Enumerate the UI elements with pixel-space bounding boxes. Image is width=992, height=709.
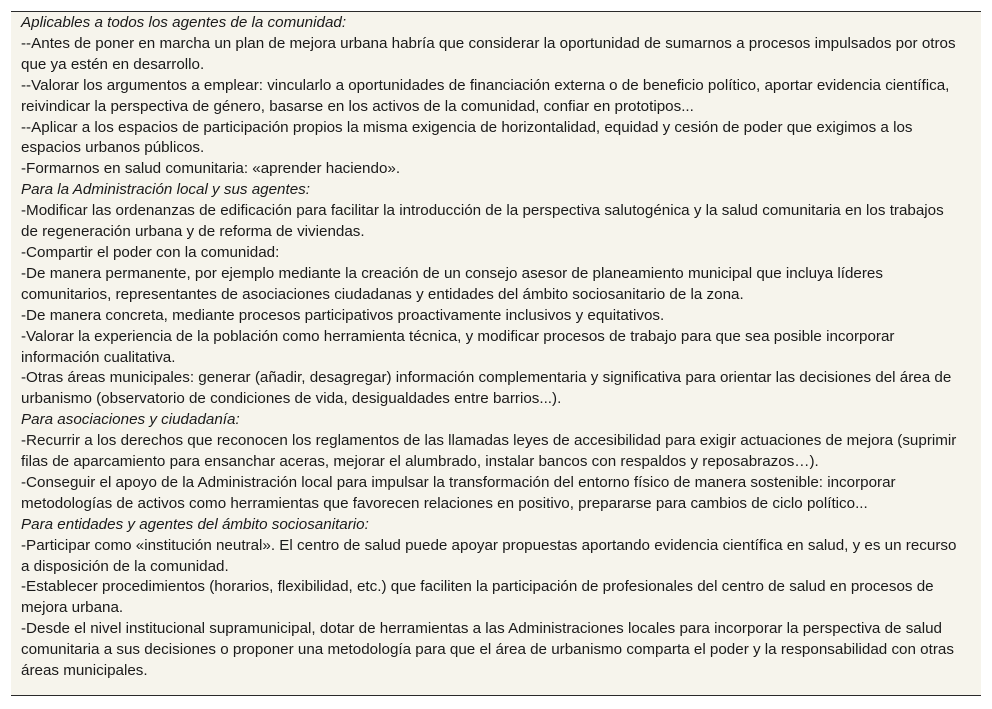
- table-cell: [11, 12, 961, 682]
- list-item: -Recurrir a los derechos que reconocen los reglamentos de las llamadas leyes de accesibilidad para exigir actuaciones de mejora (suprimir filas de aparcamiento para ensanchar aceras, mejorar el alumbrado, instalar bancos con respaldos y reposabrazos…).: [21, 432, 957, 471]
- list-item: -Compartir el poder con la comunidad:: [21, 243, 280, 261]
- list-item: --Valorar los argumentos a emplear: vincularlo a oportunidades de financiación externa o de beneficio político, aportar evidencia científica, reivindicar la perspectiva de género, basarse en los activos de la comunidad, confiar en prototipos...: [21, 76, 950, 115]
- list-item: -Conseguir el apoyo de la Administración local para impulsar la transformación del entorno físico de manera sostenible: incorporar metodologías de activos como herramientas que favorecen relaciones en positivo, prepararse para cambios de ciclo político...: [21, 473, 896, 512]
- list-item: -Formarnos en salud comunitaria: «aprender haciendo».: [21, 160, 401, 178]
- list-item: -De manera permanente, por ejemplo mediante la creación de un consejo asesor de planeamiento municipal que incluya líderes comunitarios, representantes de asociaciones ciudadanas y entidades del ámbito sociosanitario de la zona.: [21, 264, 883, 303]
- list-item: -Establecer procedimientos (horarios, flexibilidad, etc.) que faciliten la participación de profesionales del centro de salud en procesos de mejora urbana.: [21, 578, 934, 617]
- recommendations-table: [11, 11, 981, 696]
- list-item: -Modificar las ordenanzas de edificación para facilitar la introducción de la perspectiva salutogénica y la salud comunitaria en los trabajos de regeneración urbana y de reforma de viviendas.: [21, 202, 944, 241]
- list-item: -Otras áreas municipales: generar (añadir, desagregar) información complementaria y significativa para orientar las decisiones del área de urbanismo (observatorio de condiciones de vida, desigualdades entre barrios...).: [21, 369, 952, 408]
- section-heading-associations: Para asociaciones y ciudadanía:: [21, 411, 240, 429]
- section-heading-local-administration: Para la Administración local y sus agentes:: [21, 181, 310, 199]
- list-item: -De manera concreta, mediante procesos participativos proactivamente inclusivos y equitativos.: [21, 306, 665, 324]
- list-item: --Antes de poner en marcha un plan de mejora urbana habría que considerar la oportunidad de sumarnos a procesos impulsados por otros que ya estén en desarrollo.: [21, 34, 956, 73]
- list-item: -Desde el nivel institucional supramunicipal, dotar de herramientas a las Administraciones locales para incorporar la perspectiva de salud comunitaria a sus decisiones o proponer una metodología para que el área de urbanismo comparta el poder y la responsabilidad con otras áreas municipales.: [21, 620, 954, 680]
- list-item: -Participar como «institución neutral». El centro de salud puede apoyar propuestas aportando evidencia científica en salud, y es un recurso a disposición de la comunidad.: [21, 536, 957, 575]
- list-item: -Valorar la experiencia de la población como herramienta técnica, y modificar procesos de trabajo para que sea posible incorporar información cualitativa.: [21, 327, 895, 366]
- list-item: --Aplicar a los espacios de participación propios la misma exigencia de horizontalidad, equidad y cesión de poder que exigimos a los espacios urbanos públicos.: [21, 118, 913, 157]
- section-heading-community: Aplicables a todos los agentes de la comunidad:: [21, 14, 347, 31]
- section-heading-sociosanitary: Para entidades y agentes del ámbito sociosanitario:: [21, 515, 369, 533]
